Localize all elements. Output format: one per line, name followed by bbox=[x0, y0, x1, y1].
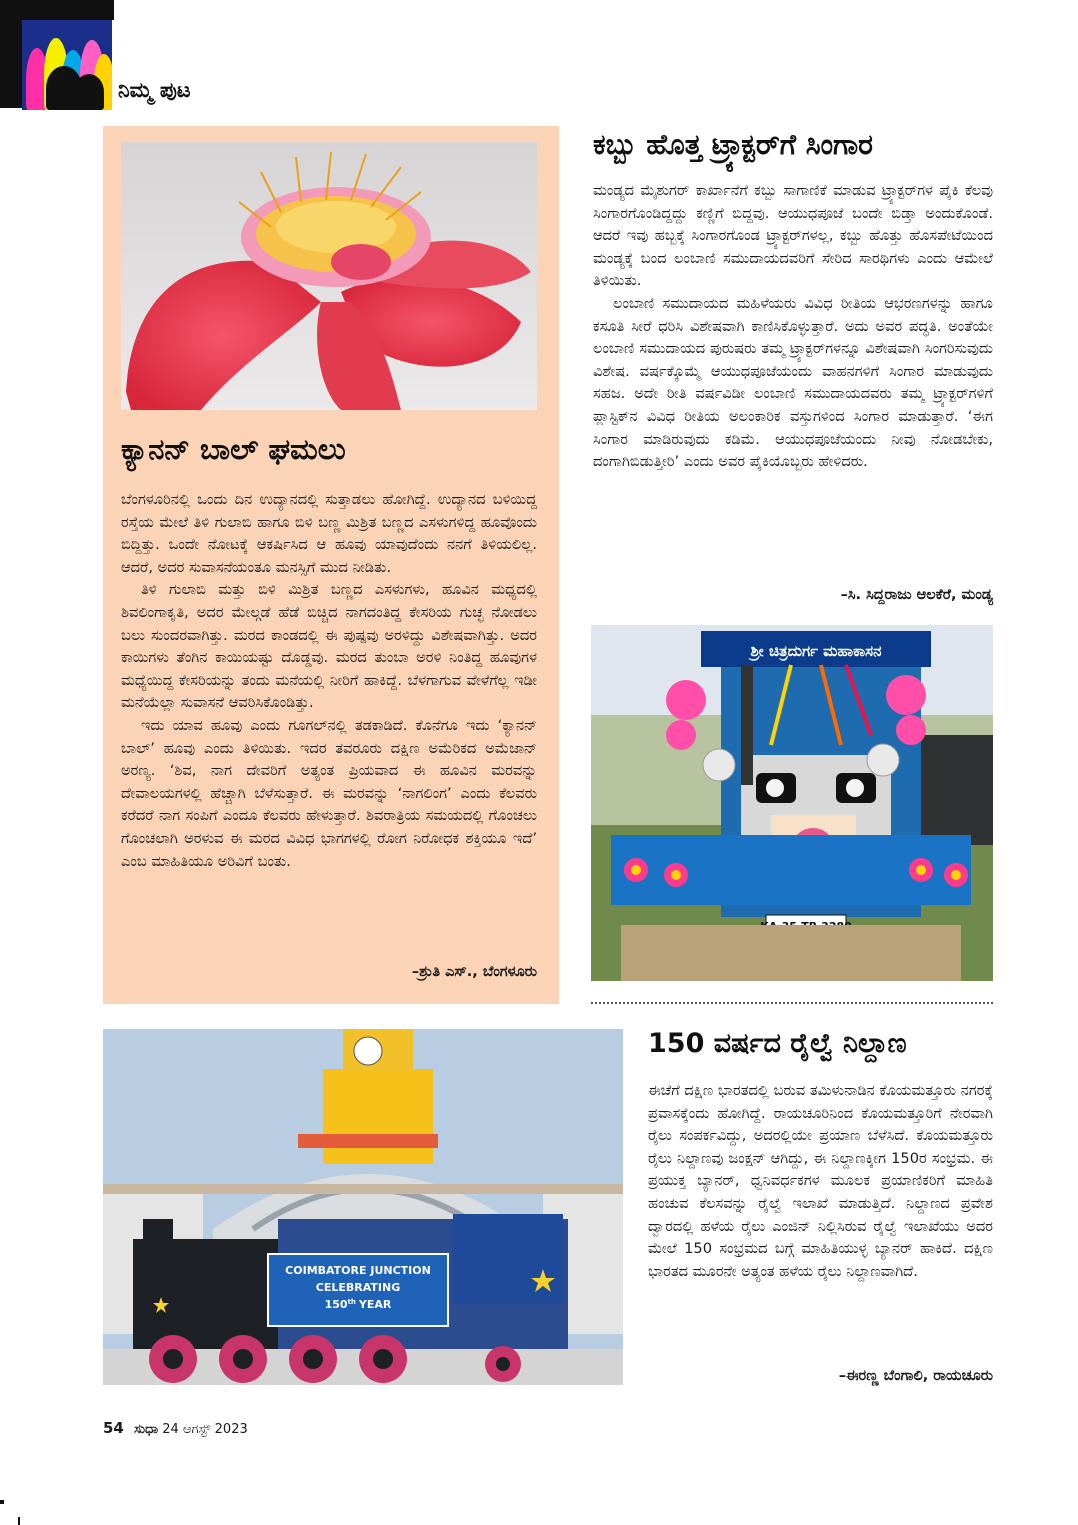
issue-date: 24 ಆಗಸ್ಟ್ 2023 bbox=[162, 1422, 248, 1437]
article-right-byline: –ಸಿ. ಸಿದ್ದರಾಜು ಆಲಕೆರೆ, ಮಂಡ್ಯ bbox=[840, 587, 993, 603]
tractor-photo-sign: ಶ್ರೀ ಚಿತ್ರದುರ್ಗ ಮಹಾಕಾಸನ bbox=[750, 642, 882, 660]
station-banner-year: YEAR bbox=[358, 1298, 392, 1311]
station-banner-line-2: CELEBRATING bbox=[315, 1281, 401, 1294]
decorated-tractor-photo-icon bbox=[591, 625, 993, 981]
header-bar-top bbox=[22, 0, 114, 20]
article-left-body bbox=[121, 489, 537, 873]
article-right-title: ಕಬ್ಬು ಹೊತ್ತ ಟ್ರ್ಯಾಕ್ಟರ್‌ಗೆ ಸಿಂಗಾರ bbox=[593, 128, 873, 161]
article-bottom-byline: –ಈರಣ್ಣ ಬೆಂಗಾಲಿ, ರಾಯಚೂರು bbox=[838, 1368, 993, 1384]
page-number: 54 bbox=[103, 1419, 124, 1437]
magazine-name: ಸುಧಾ bbox=[134, 1422, 159, 1437]
coimbatore-station-photo-icon bbox=[103, 1029, 623, 1385]
svg-text:150thYEAR bbox=[325, 1298, 392, 1311]
article-bottom-paragraph: ಈಚೆಗೆ ದಕ್ಷಿಣ ಭಾರತದಲ್ಲಿ ಬರುವ ತಮಿಳುನಾಡಿನ ಕೊಯಮತ್ತೂರು ನಗರಕ್ಕೆ ಪ್ರವಾಸಕ್ಕೆಂದು ಹೋಗಿದ್ದೆ. ರಾಯಚೂರಿನಿಂದ ಕೊಯಮತ್ತೂರಿಗೆ ನೇರವಾಗಿ ರೈಲು ಸಂಪರ್ಕವಿದ್ದು, ಅದರಲ್ಲಿಯೇ ಪ್ರಯಾಣ ಬೆಳೆಸಿದೆ. ಕೊಯಮತ್ತೂರು ರೈಲು ನಿಲ್ದಾಣವು ಜಂಕ್ಷನ್ ಆಗಿದ್ದು, ಈ ನಿಲ್ದಾಣಕ್ಕೀಗ 150ರ ಸಂಭ್ರಮ. ಈ ಪ್ರಯುಕ್ತ ಬ್ಯಾನರ್, ಧ್ವನಿವರ್ಧಕಗಳ ಮೂಲಕ ಪ್ರಯಾಣಿಕರಿಗೆ ಮಾಹಿತಿ ಹಂಚುವ ಕೆಲಸವನ್ನು ರೈಲ್ವೆ ಇಲಾಖೆ ಮಾಡುತ್ತಿದೆ. ನಿಲ್ದಾಣದ ಪ್ರವೇಶ ದ್ವಾರದಲ್ಲಿ ಹಳೆಯ ರೈಲು ಎಂಜಿನ್ ನಿಲ್ಲಿಸಿರುವ ರೈಲ್ವೆ ಇಲಾಖೆಯು ಅದರ ಮೇಲೆ 150 ಸಂಭ್ರಮದ ಬಗ್ಗೆ ಮಾಹಿತಿಯುಳ್ಳ ಬ್ಯಾನರ್ ಹಾಕಿದೆ. ದಕ್ಷಿಣ ಭಾರತದ ಮೂರನೇ ಅತ್ಯಂತ ಹಳೆಯ ರೈಲು ನಿಲ್ದಾಣವಾಗಿದೆ. bbox=[648, 1082, 993, 1280]
page-footer bbox=[103, 1419, 248, 1437]
divider-dotted bbox=[591, 1002, 993, 1004]
crop-mark bbox=[0, 1500, 4, 1504]
header-bar-left bbox=[0, 0, 22, 108]
cannonball-flower-photo-icon bbox=[121, 142, 537, 410]
people-silhouette-logo-icon bbox=[22, 20, 112, 110]
crop-mark-2 bbox=[18, 1517, 20, 1525]
station-banner-line-1: COIMBATORE JUNCTION bbox=[285, 1264, 431, 1277]
article-left-paragraph-2: ತಿಳಿ ಗುಲಾಬಿ ಮತ್ತು ಬಿಳಿ ಮಿಶ್ರಿತ ಬಣ್ಣದ ಎಸಳುಗಳು, ಹೂವಿನ ಮಧ್ಯದಲ್ಲಿ ಶಿವಲಿಂಗಾಕೃತಿ, ಅದರ ಮೇಲ್ಗಡೆ ಹೆಡೆ ಬಿಚ್ಚಿದ ನಾಗದಂತಿದ್ದ ಕೇಸರಿಯ ಗುಚ್ಛ ನೋಡಲು ಬಲು ಸುಂದರವಾಗಿತ್ತು. ಮರದ ಕಾಂಡದಲ್ಲಿ ಈ ಪುಷ್ಪವು ಅರಳಿದ್ದು ವಿಶೇಷವಾಗಿತ್ತು. ಅದರ ಕಾಯಿಗಳು ತೆಂಗಿನ ಕಾಯಿಯಷ್ಟು ದೊಡ್ಡವು. ಮರದ ತುಂಬಾ ಅರಳಿ ನಿಂತಿದ್ದ ಹೂವುಗಳ ಮಧ್ಯೆಯಿದ್ದ ಕೇಸರಿಯನ್ನು ತಂದು ಮನೆಯಲ್ಲಿ ನೀರಿಗೆ ಹಾಕಿದ್ದೆ. ಬೆಳಗಾಗುವ ವೇಳೆಗೆಲ್ಲ ಇಡೀ ಮನೆಯೆಲ್ಲಾ ಸುವಾಸನೆ ಆವರಿಸಿಕೊಂಡಿತ್ತು. bbox=[121, 581, 537, 712]
station-banner-number: 150 bbox=[324, 1298, 348, 1311]
article-right-paragraph-1: ಮಂಡ್ಯದ ಮೈಶುಗರ್ ಕಾರ್ಖಾನೆಗೆ ಕಬ್ಬು ಸಾಗಾಣಿಕೆ ಮಾಡುವ ಟ್ರ್ಯಾಕ್ಟರ್‌ಗಳ ಪೈಕಿ ಕೆಲವು ಸಿಂಗಾರಗೊಂಡಿದ್ದದ್ದು ಕಣ್ಣಿಗೆ ಬಿದ್ದವು. ಆಯುಧಪೂಜೆ ಬಂದೇ ಬಿಡ್ತಾ ಅಂದುಕೊಂಡೆ. ಆದರೆ ಇವು ಹಬ್ಬಕ್ಕೆ ಸಿಂಗಾರಗೊಂಡ ಟ್ರ್ಯಾಕ್ಟರ್‌ಗಳಲ್ಲ, ಕಬ್ಬು ಹೊತ್ತು ಹೊಸಪೇಟೆಯಿಂದ ಮಂಡ್ಯಕ್ಕೆ ಬಂದ ಲಂಬಾಣಿ ಸಮುದಾಯದವರಿಗೆ ಸೇರಿದ ಸಾರಥಿಗಳು ಎಂದು ಆಮೇಲೆ ತಿಳಿಯಿತು. bbox=[593, 182, 993, 290]
section-title: ನಿಮ್ಮ ಪುಟ bbox=[118, 78, 191, 102]
article-right-paragraph-2: ಲಂಬಾಣಿ ಸಮುದಾಯದ ಮಹಿಳೆಯರು ವಿವಿಧ ರೀತಿಯ ಆಭರಣಗಳನ್ನು ಹಾಗೂ ಕಸೂತಿ ಸೀರೆ ಧರಿಸಿ ವಿಶೇಷವಾಗಿ ಕಾಣಿಸಿಕೊಳ್ಳುತ್ತಾರೆ. ಅದು ಅವರ ಪದ್ಧತಿ. ಅಂತೆಯೇ ಲಂಬಾಣಿ ಸಮುದಾಯದ ಪುರುಷರು ತಮ್ಮ ಟ್ರ್ಯಾಕ್ಟರ್‌ಗಳನ್ನೂ ವಿಶೇಷವಾಗಿ ಸಿಂಗರಿಸುವುದು ವಿಶೇಷ. ವರ್ಷಕ್ಕೊಮ್ಮೆ ಆಯುಧಪೂಜೆಯಂದು ವಾಹನಗಳಿಗೆ ಸಿಂಗಾರ ಮಾಡುವುದು ಸಹಜ. ಅದೇ ರೀತಿ ವರ್ಷವಿಡೀ ಲಂಬಾಣಿ ಸಮುದಾಯದವರು ತಮ್ಮ ಟ್ರ್ಯಾಕ್ಟರ್‌ಗಳಿಗೆ ಪ್ಲಾಸ್ಟಿಕ್‌ನ ವಿವಿಧ ರೀತಿಯ ಅಲಂಕಾರಿಕ ವಸ್ತುಗಳಿಂದ ಸಿಂಗಾರ ಮಾಡುತ್ತಾರೆ. ‘ಈಗ ಸಿಂಗಾರ ಮಾಡಿರುವುದು ಕಡಿಮೆ. ಆಯುಧಪೂಜೆಯಂದು ನೀವು ನೋಡಬೇಕು, ದಂಗಾಗಿಬಿಡುತ್ತೀರಿ’ ಎಂದು ಅವರ ಪೈಕಿಯೊಬ್ಬರು ಹೇಳಿದರು. bbox=[593, 294, 993, 471]
station-banner-suffix: th bbox=[347, 1298, 356, 1306]
article-left-byline: –ಶ್ರುತಿ ಎಸ್., ಬೆಂಗಳೂರು bbox=[411, 964, 537, 980]
article-left-paragraph-1: ಬೆಂಗಳೂರಿನಲ್ಲಿ ಒಂದು ದಿನ ಉದ್ಯಾನದಲ್ಲಿ ಸುತ್ತಾಡಲು ಹೋಗಿದ್ದೆ. ಉದ್ಯಾನದ ಬಳಿಯಿದ್ದ ರಸ್ತೆಯ ಮೇಲೆ ತಿಳಿ ಗುಲಾಬಿ ಹಾಗೂ ಬಿಳಿ ಬಣ್ಣ ಮಿಶ್ರಿತ ಬಣ್ಣದ ಎಸಳುಗಳಿದ್ದ ಹೂವೊಂದು ಬಿದ್ದಿತ್ತು. ಒಂದೇ ನೋಟಕ್ಕೆ ಆಕರ್ಷಿಸಿದ ಆ ಹೂವು ಯಾವುದೆಂದು ನನಗೆ ತಿಳಿಯಲಿಲ್ಲ. ಆದರೆ, ಅದರ ಸುವಾಸನೆಯಂತೂ ಮನಸ್ಸಿಗೆ ಮುದ ನೀಡಿತು. bbox=[121, 491, 537, 576]
article-left-title: ಕ್ಯಾನನ್ ಬಾಲ್ ಘಮಲು bbox=[121, 432, 346, 466]
article-bottom-title: 150 ವರ್ಷದ ರೈಲ್ವೆ ನಿಲ್ದಾಣ bbox=[648, 1028, 907, 1059]
article-left-paragraph-3: ಇದು ಯಾವ ಹೂವು ಎಂದು ಗೂಗಲ್‌ನಲ್ಲಿ ತಡಕಾಡಿದೆ. ಕೊನೆಗೂ ಇದು ‘ಕ್ಯಾನನ್ ಬಾಲ್’ ಹೂವು ಎಂದು ತಿಳಿಯಿತು. ಇದರ ತವರೂರು ದಕ್ಷಿಣ ಅಮೆರಿಕದ ಅಮೆಜಾನ್ ಅರಣ್ಯ. ‘ಶಿವ, ನಾಗ ದೇವರಿಗೆ ಅತ್ಯಂತ ಪ್ರಿಯವಾದ ಈ ಹೂವಿನ ಮರವನ್ನು ದೇವಾಲಯಗಳಲ್ಲಿ ಹೆಚ್ಚಾಗಿ ಬೆಳೆಸುತ್ತಾರೆ. ಈ ಮರವನ್ನು ‘ನಾಗಲಿಂಗ’ ಎಂದು ಕೆಲವರು ಕರೆದರೆ ನಾಗ ಸಂಪಿಗೆ ಎಂದೂ ಕೆಲವರು ಹೇಳುತ್ತಾರೆ. ಶಿವರಾತ್ರಿಯ ಸಮಯದಲ್ಲಿ ಗೊಂಚಲು ಗೊಂಚಲಾಗಿ ಅರಳುವ ಈ ಮರದ ವಿವಿಧ ಭಾಗಗಳಲ್ಲಿ ರೋಗ ನಿರೋಧಕ ಶಕ್ತಿಯೂ ಇದೆ’ ಎಂಬ ಮಾಹಿತಿಯೂ ಅರಿವಿಗೆ ಬಂತು. bbox=[121, 716, 537, 870]
article-right-body bbox=[593, 180, 993, 474]
article-bottom-body bbox=[648, 1080, 993, 1283]
